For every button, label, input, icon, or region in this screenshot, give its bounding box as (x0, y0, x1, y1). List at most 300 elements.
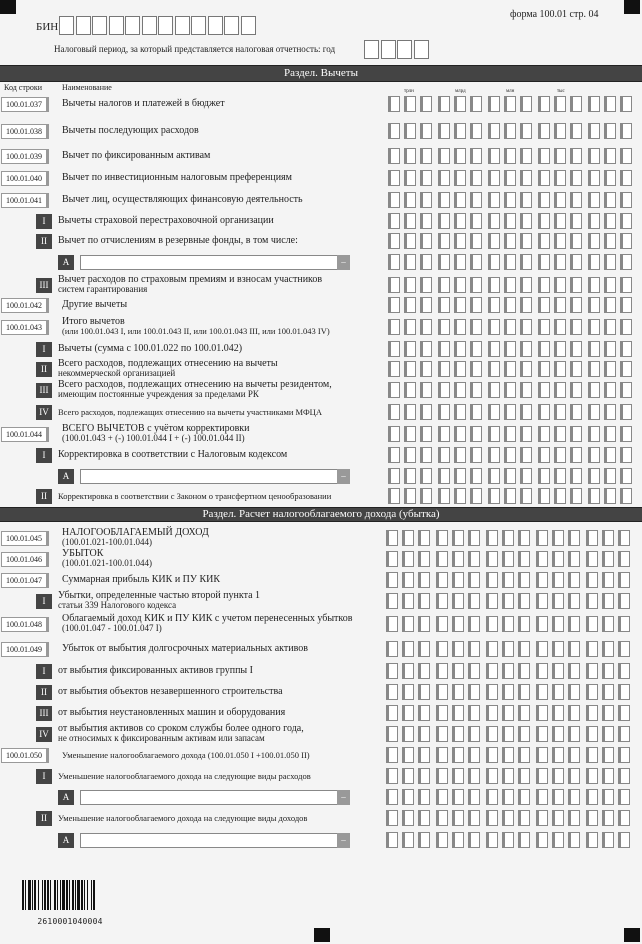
digit-cell[interactable] (404, 213, 416, 229)
digit-cell[interactable] (504, 426, 516, 442)
digit-cell[interactable] (386, 616, 398, 632)
digit-cell[interactable] (468, 768, 480, 784)
digit-cell[interactable] (602, 747, 614, 763)
digit-cell[interactable] (538, 447, 550, 463)
digit-cell[interactable] (620, 96, 632, 112)
digit-cell[interactable] (618, 551, 630, 567)
digit-cell[interactable] (570, 254, 582, 270)
digit-cell[interactable] (502, 663, 514, 679)
year-digit-box[interactable] (397, 40, 412, 59)
digit-cell[interactable] (438, 468, 450, 484)
digit-cell[interactable] (504, 361, 516, 377)
digit-cell[interactable] (568, 726, 580, 742)
digit-cell[interactable] (554, 213, 566, 229)
digit-cell[interactable] (420, 341, 432, 357)
digit-cell[interactable] (620, 341, 632, 357)
digit-cell[interactable] (536, 616, 548, 632)
digit-cell[interactable] (470, 361, 482, 377)
digit-cell[interactable] (388, 426, 400, 442)
digit-cell[interactable] (438, 96, 450, 112)
digit-cell[interactable] (402, 747, 414, 763)
digit-cell[interactable] (518, 641, 530, 657)
digit-cell[interactable] (436, 789, 448, 805)
bin-digit-box[interactable] (109, 16, 124, 35)
digit-cell[interactable] (504, 468, 516, 484)
digit-cell[interactable] (602, 551, 614, 567)
digit-cell[interactable] (552, 572, 564, 588)
digit-cell[interactable] (404, 382, 416, 398)
digit-cell[interactable] (586, 616, 598, 632)
digit-cell[interactable] (588, 96, 600, 112)
digit-cell[interactable] (552, 705, 564, 721)
amount-input[interactable] (386, 705, 636, 721)
digit-cell[interactable] (436, 593, 448, 609)
digit-cell[interactable] (586, 705, 598, 721)
digit-cell[interactable] (388, 447, 400, 463)
digit-cell[interactable] (488, 148, 500, 164)
digit-cell[interactable] (520, 341, 532, 357)
digit-cell[interactable] (520, 319, 532, 335)
digit-cell[interactable] (620, 426, 632, 442)
digit-cell[interactable] (388, 297, 400, 313)
digit-cell[interactable] (454, 319, 466, 335)
text-input[interactable] (80, 469, 350, 484)
digit-cell[interactable] (552, 810, 564, 826)
bin-digit-box[interactable] (59, 16, 74, 35)
digit-cell[interactable] (620, 148, 632, 164)
digit-cell[interactable] (454, 488, 466, 504)
digit-cell[interactable] (538, 254, 550, 270)
bin-digit-box[interactable] (191, 16, 206, 35)
digit-cell[interactable] (602, 684, 614, 700)
digit-cell[interactable] (504, 297, 516, 313)
digit-cell[interactable] (538, 213, 550, 229)
digit-cell[interactable] (386, 593, 398, 609)
digit-cell[interactable] (536, 726, 548, 742)
digit-cell[interactable] (404, 468, 416, 484)
amount-input[interactable] (388, 277, 638, 293)
digit-cell[interactable] (388, 192, 400, 208)
amount-input[interactable] (386, 726, 636, 742)
digit-cell[interactable] (404, 170, 416, 186)
digit-cell[interactable] (420, 404, 432, 420)
digit-cell[interactable] (438, 426, 450, 442)
digit-cell[interactable] (604, 382, 616, 398)
digit-cell[interactable] (486, 705, 498, 721)
digit-cell[interactable] (604, 233, 616, 249)
digit-cell[interactable] (504, 192, 516, 208)
digit-cell[interactable] (418, 530, 430, 546)
digit-cell[interactable] (554, 297, 566, 313)
digit-cell[interactable] (436, 810, 448, 826)
digit-cell[interactable] (418, 551, 430, 567)
digit-cell[interactable] (404, 361, 416, 377)
digit-cell[interactable] (386, 663, 398, 679)
digit-cell[interactable] (586, 747, 598, 763)
digit-cell[interactable] (420, 233, 432, 249)
digit-cell[interactable] (488, 426, 500, 442)
digit-cell[interactable] (518, 789, 530, 805)
digit-cell[interactable] (438, 488, 450, 504)
digit-cell[interactable] (386, 641, 398, 657)
digit-cell[interactable] (388, 488, 400, 504)
digit-cell[interactable] (554, 233, 566, 249)
digit-cell[interactable] (386, 747, 398, 763)
digit-cell[interactable] (452, 789, 464, 805)
digit-cell[interactable] (502, 684, 514, 700)
digit-cell[interactable] (554, 96, 566, 112)
amount-input[interactable] (388, 192, 638, 208)
amount-input[interactable] (388, 382, 638, 398)
digit-cell[interactable] (404, 192, 416, 208)
digit-cell[interactable] (570, 426, 582, 442)
digit-cell[interactable] (468, 641, 480, 657)
digit-cell[interactable] (588, 447, 600, 463)
digit-cell[interactable] (468, 747, 480, 763)
digit-cell[interactable] (386, 832, 398, 848)
digit-cell[interactable] (420, 277, 432, 293)
digit-cell[interactable] (388, 233, 400, 249)
digit-cell[interactable] (418, 616, 430, 632)
digit-cell[interactable] (402, 572, 414, 588)
digit-cell[interactable] (536, 684, 548, 700)
amount-input[interactable] (388, 213, 638, 229)
digit-cell[interactable] (486, 530, 498, 546)
digit-cell[interactable] (604, 468, 616, 484)
digit-cell[interactable] (586, 726, 598, 742)
digit-cell[interactable] (536, 551, 548, 567)
digit-cell[interactable] (470, 96, 482, 112)
digit-cell[interactable] (418, 768, 430, 784)
digit-cell[interactable] (604, 488, 616, 504)
digit-cell[interactable] (618, 593, 630, 609)
digit-cell[interactable] (504, 213, 516, 229)
digit-cell[interactable] (618, 810, 630, 826)
digit-cell[interactable] (402, 616, 414, 632)
digit-cell[interactable] (604, 341, 616, 357)
digit-cell[interactable] (468, 530, 480, 546)
digit-cell[interactable] (552, 768, 564, 784)
digit-cell[interactable] (386, 530, 398, 546)
digit-cell[interactable] (468, 593, 480, 609)
digit-cell[interactable] (438, 254, 450, 270)
digit-cell[interactable] (418, 684, 430, 700)
digit-cell[interactable] (604, 361, 616, 377)
digit-cell[interactable] (388, 404, 400, 420)
digit-cell[interactable] (402, 530, 414, 546)
digit-cell[interactable] (520, 96, 532, 112)
digit-cell[interactable] (586, 663, 598, 679)
digit-cell[interactable] (488, 297, 500, 313)
digit-cell[interactable] (438, 170, 450, 186)
digit-cell[interactable] (518, 684, 530, 700)
bin-digit-box[interactable] (92, 16, 107, 35)
digit-cell[interactable] (438, 382, 450, 398)
digit-cell[interactable] (586, 593, 598, 609)
digit-cell[interactable] (520, 297, 532, 313)
digit-cell[interactable] (420, 488, 432, 504)
amount-input[interactable] (388, 468, 638, 484)
amount-input[interactable] (386, 593, 636, 609)
digit-cell[interactable] (602, 768, 614, 784)
amount-input[interactable] (386, 810, 636, 826)
digit-cell[interactable] (570, 170, 582, 186)
digit-cell[interactable] (604, 447, 616, 463)
digit-cell[interactable] (470, 192, 482, 208)
digit-cell[interactable] (588, 404, 600, 420)
digit-cell[interactable] (470, 277, 482, 293)
digit-cell[interactable] (454, 96, 466, 112)
digit-cell[interactable] (470, 148, 482, 164)
digit-cell[interactable] (402, 551, 414, 567)
digit-cell[interactable] (438, 192, 450, 208)
digit-cell[interactable] (568, 810, 580, 826)
digit-cell[interactable] (470, 213, 482, 229)
digit-cell[interactable] (586, 572, 598, 588)
digit-cell[interactable] (586, 768, 598, 784)
digit-cell[interactable] (438, 361, 450, 377)
digit-cell[interactable] (388, 468, 400, 484)
digit-cell[interactable] (520, 488, 532, 504)
digit-cell[interactable] (520, 447, 532, 463)
digit-cell[interactable] (504, 233, 516, 249)
digit-cell[interactable] (518, 768, 530, 784)
digit-cell[interactable] (418, 810, 430, 826)
digit-cell[interactable] (604, 254, 616, 270)
digit-cell[interactable] (552, 551, 564, 567)
digit-cell[interactable] (418, 789, 430, 805)
digit-cell[interactable] (438, 233, 450, 249)
digit-cell[interactable] (486, 641, 498, 657)
dropdown-button[interactable]: – (337, 255, 350, 270)
digit-cell[interactable] (452, 551, 464, 567)
digit-cell[interactable] (502, 789, 514, 805)
digit-cell[interactable] (618, 572, 630, 588)
digit-cell[interactable] (520, 148, 532, 164)
amount-input[interactable] (386, 832, 636, 848)
digit-cell[interactable] (502, 832, 514, 848)
amount-input[interactable] (388, 233, 638, 249)
digit-cell[interactable] (388, 213, 400, 229)
digit-cell[interactable] (554, 426, 566, 442)
digit-cell[interactable] (588, 341, 600, 357)
digit-cell[interactable] (452, 747, 464, 763)
digit-cell[interactable] (568, 705, 580, 721)
digit-cell[interactable] (620, 319, 632, 335)
digit-cell[interactable] (388, 123, 400, 139)
digit-cell[interactable] (388, 361, 400, 377)
bin-digit-box[interactable] (158, 16, 173, 35)
digit-cell[interactable] (468, 684, 480, 700)
digit-cell[interactable] (602, 530, 614, 546)
digit-cell[interactable] (502, 726, 514, 742)
digit-cell[interactable] (388, 341, 400, 357)
digit-cell[interactable] (604, 123, 616, 139)
digit-cell[interactable] (386, 789, 398, 805)
digit-cell[interactable] (604, 148, 616, 164)
digit-cell[interactable] (552, 663, 564, 679)
digit-cell[interactable] (570, 233, 582, 249)
amount-input[interactable] (386, 530, 636, 546)
digit-cell[interactable] (568, 641, 580, 657)
dropdown-button[interactable]: – (337, 833, 350, 848)
digit-cell[interactable] (620, 468, 632, 484)
digit-cell[interactable] (502, 705, 514, 721)
digit-cell[interactable] (452, 705, 464, 721)
digit-cell[interactable] (518, 747, 530, 763)
digit-cell[interactable] (452, 663, 464, 679)
digit-cell[interactable] (604, 297, 616, 313)
digit-cell[interactable] (470, 233, 482, 249)
digit-cell[interactable] (554, 254, 566, 270)
digit-cell[interactable] (504, 447, 516, 463)
digit-cell[interactable] (518, 593, 530, 609)
digit-cell[interactable] (452, 641, 464, 657)
text-input[interactable] (80, 255, 350, 270)
digit-cell[interactable] (436, 530, 448, 546)
digit-cell[interactable] (538, 382, 550, 398)
digit-cell[interactable] (518, 616, 530, 632)
amount-input[interactable] (388, 341, 638, 357)
digit-cell[interactable] (588, 319, 600, 335)
digit-cell[interactable] (618, 663, 630, 679)
dropdown-button[interactable]: – (337, 469, 350, 484)
year-digit-box[interactable] (381, 40, 396, 59)
text-input[interactable] (80, 833, 350, 848)
digit-cell[interactable] (570, 123, 582, 139)
digit-cell[interactable] (488, 341, 500, 357)
digit-cell[interactable] (438, 148, 450, 164)
digit-cell[interactable] (568, 572, 580, 588)
digit-cell[interactable] (454, 447, 466, 463)
digit-cell[interactable] (404, 488, 416, 504)
digit-cell[interactable] (618, 768, 630, 784)
digit-cell[interactable] (604, 404, 616, 420)
digit-cell[interactable] (420, 382, 432, 398)
digit-cell[interactable] (420, 170, 432, 186)
digit-cell[interactable] (538, 488, 550, 504)
digit-cell[interactable] (386, 810, 398, 826)
digit-cell[interactable] (554, 123, 566, 139)
digit-cell[interactable] (504, 277, 516, 293)
digit-cell[interactable] (488, 277, 500, 293)
digit-cell[interactable] (486, 747, 498, 763)
digit-cell[interactable] (554, 341, 566, 357)
amount-input[interactable] (388, 170, 638, 186)
digit-cell[interactable] (502, 810, 514, 826)
digit-cell[interactable] (436, 768, 448, 784)
digit-cell[interactable] (488, 404, 500, 420)
bin-digit-box[interactable] (175, 16, 190, 35)
digit-cell[interactable] (418, 832, 430, 848)
bin-digit-box[interactable] (76, 16, 91, 35)
digit-cell[interactable] (586, 641, 598, 657)
digit-cell[interactable] (452, 810, 464, 826)
bin-digit-box[interactable] (241, 16, 256, 35)
digit-cell[interactable] (454, 277, 466, 293)
digit-cell[interactable] (570, 319, 582, 335)
digit-cell[interactable] (488, 254, 500, 270)
digit-cell[interactable] (420, 447, 432, 463)
digit-cell[interactable] (418, 726, 430, 742)
digit-cell[interactable] (538, 277, 550, 293)
digit-cell[interactable] (502, 530, 514, 546)
digit-cell[interactable] (602, 663, 614, 679)
digit-cell[interactable] (604, 96, 616, 112)
bin-digit-box[interactable] (142, 16, 157, 35)
dropdown-button[interactable]: – (337, 790, 350, 805)
digit-cell[interactable] (520, 170, 532, 186)
digit-cell[interactable] (436, 616, 448, 632)
digit-cell[interactable] (588, 488, 600, 504)
digit-cell[interactable] (438, 123, 450, 139)
digit-cell[interactable] (452, 530, 464, 546)
digit-cell[interactable] (386, 684, 398, 700)
digit-cell[interactable] (488, 447, 500, 463)
digit-cell[interactable] (620, 488, 632, 504)
digit-cell[interactable] (486, 726, 498, 742)
amount-input[interactable] (386, 616, 636, 632)
digit-cell[interactable] (468, 663, 480, 679)
digit-cell[interactable] (552, 593, 564, 609)
digit-cell[interactable] (518, 832, 530, 848)
digit-cell[interactable] (602, 789, 614, 805)
digit-cell[interactable] (570, 488, 582, 504)
digit-cell[interactable] (420, 96, 432, 112)
digit-cell[interactable] (452, 726, 464, 742)
digit-cell[interactable] (470, 123, 482, 139)
digit-cell[interactable] (602, 726, 614, 742)
digit-cell[interactable] (552, 789, 564, 805)
digit-cell[interactable] (402, 768, 414, 784)
digit-cell[interactable] (404, 123, 416, 139)
digit-cell[interactable] (454, 192, 466, 208)
digit-cell[interactable] (568, 616, 580, 632)
digit-cell[interactable] (452, 768, 464, 784)
digit-cell[interactable] (586, 810, 598, 826)
digit-cell[interactable] (536, 530, 548, 546)
digit-cell[interactable] (486, 832, 498, 848)
digit-cell[interactable] (486, 663, 498, 679)
amount-input[interactable] (388, 319, 638, 335)
digit-cell[interactable] (586, 789, 598, 805)
digit-cell[interactable] (404, 277, 416, 293)
digit-cell[interactable] (554, 447, 566, 463)
digit-cell[interactable] (520, 254, 532, 270)
digit-cell[interactable] (388, 382, 400, 398)
digit-cell[interactable] (538, 319, 550, 335)
digit-cell[interactable] (538, 148, 550, 164)
digit-cell[interactable] (468, 726, 480, 742)
digit-cell[interactable] (568, 551, 580, 567)
digit-cell[interactable] (570, 382, 582, 398)
year-digit-box[interactable] (414, 40, 429, 59)
digit-cell[interactable] (504, 488, 516, 504)
digit-cell[interactable] (604, 277, 616, 293)
digit-cell[interactable] (452, 616, 464, 632)
digit-cell[interactable] (570, 297, 582, 313)
digit-cell[interactable] (538, 426, 550, 442)
digit-cell[interactable] (602, 810, 614, 826)
digit-cell[interactable] (554, 468, 566, 484)
digit-cell[interactable] (602, 616, 614, 632)
digit-cell[interactable] (620, 170, 632, 186)
digit-cell[interactable] (454, 468, 466, 484)
digit-cell[interactable] (570, 404, 582, 420)
digit-cell[interactable] (454, 382, 466, 398)
digit-cell[interactable] (420, 123, 432, 139)
digit-cell[interactable] (486, 789, 498, 805)
